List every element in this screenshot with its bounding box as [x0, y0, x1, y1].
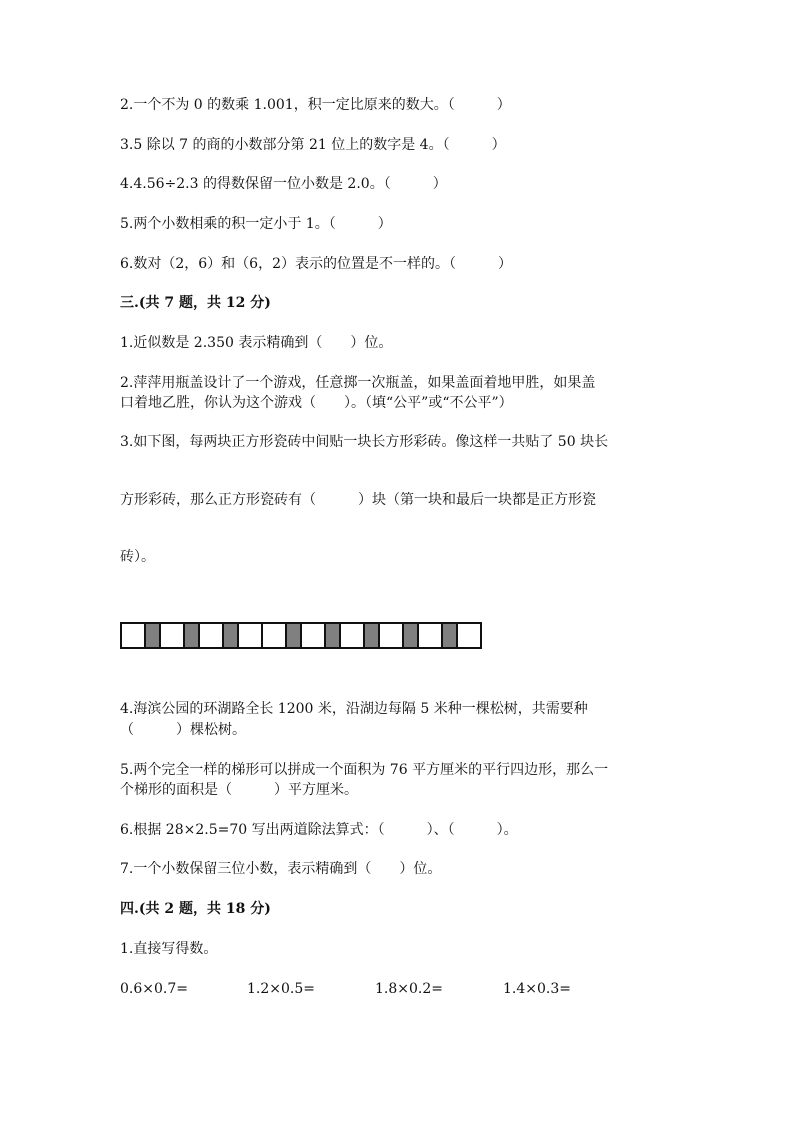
square-tile: [120, 622, 146, 649]
fill-blank-q4-line1: 4.海滨公园的环湖路全长 1200 米，沿湖边每隔 5 米种一棵松树，共需要种: [120, 701, 588, 717]
square-tile: [417, 622, 443, 649]
fill-blank-q3-line3: 砖）。: [120, 549, 155, 565]
square-tile: [378, 622, 404, 649]
calc-q1-instruction: 1.直接写得数。: [120, 941, 218, 957]
square-tile: [261, 622, 287, 649]
true-false-item-4: 4.4.56÷2.3 的得数保留一位小数是 2.0。（ ）: [120, 176, 447, 192]
fill-blank-q2-line2: 口着地乙胜，你认为这个游戏（ ）。（填“公平”或“不公平”）: [120, 395, 513, 411]
fill-blank-q4-line2: （ ）棵松树。: [120, 722, 246, 738]
square-tile: [198, 622, 224, 649]
fill-blank-q6: 6.根据 28×2.5=70 写出两道除法算式：（ ）、（ ）。: [120, 822, 518, 838]
calc-item: 1.2×0.5=: [247, 981, 315, 997]
true-false-item-2: 2.一个不为 0 的数乘 1.001，积一定比原来的数大。（ ）: [120, 97, 511, 113]
square-tile: [159, 622, 185, 649]
fill-blank-q7: 7.一个小数保留三位小数，表示精确到（ ）位。: [120, 861, 442, 877]
fill-blank-q5-line1: 5.两个完全一样的梯形可以拼成一个面积为 76 平方厘米的平行四边形，那么一: [120, 762, 609, 778]
fill-blank-q2-line1: 2.萍萍用瓶盖设计了一个游戏，任意掷一次瓶盖，如果盖面着地甲胜，如果盖: [120, 375, 596, 391]
section-4-heading: 四.(共 2 题，共 18 分): [120, 901, 271, 917]
fill-blank-q1: 1.近似数是 2.350 表示精确到（ ）位。: [120, 335, 393, 351]
square-tile: [456, 622, 482, 649]
square-tile: [339, 622, 365, 649]
square-tile: [300, 622, 326, 649]
true-false-item-5: 5.两个小数相乘的积一定小于 1。（ ）: [120, 216, 392, 232]
calc-item: 1.8×0.2=: [375, 981, 443, 997]
true-false-item-3: 3.5 除以 7 的商的小数部分第 21 位上的数字是 4。（ ）: [120, 137, 506, 153]
true-false-item-6: 6.数对（2，6）和（6，2）表示的位置是不一样的。（ ）: [120, 256, 512, 272]
fill-blank-q3-line1: 3.如下图，每两块正方形瓷砖中间贴一块长方形彩砖。像这样一共贴了 50 块长: [120, 434, 609, 450]
fill-blank-q5-line2: 个梯形的面积是（ ）平方厘米。: [120, 782, 358, 798]
section-3-heading: 三.(共 7 题，共 12 分): [120, 295, 271, 311]
square-tile: [237, 622, 263, 649]
calc-item: 0.6×0.7=: [120, 981, 188, 997]
calc-item: 1.4×0.3=: [503, 981, 571, 997]
fill-blank-q3-line2: 方形彩砖，那么正方形瓷砖有（ ）块（第一块和最后一块都是正方形瓷: [120, 492, 596, 508]
tile-strip-figure: [120, 622, 482, 649]
